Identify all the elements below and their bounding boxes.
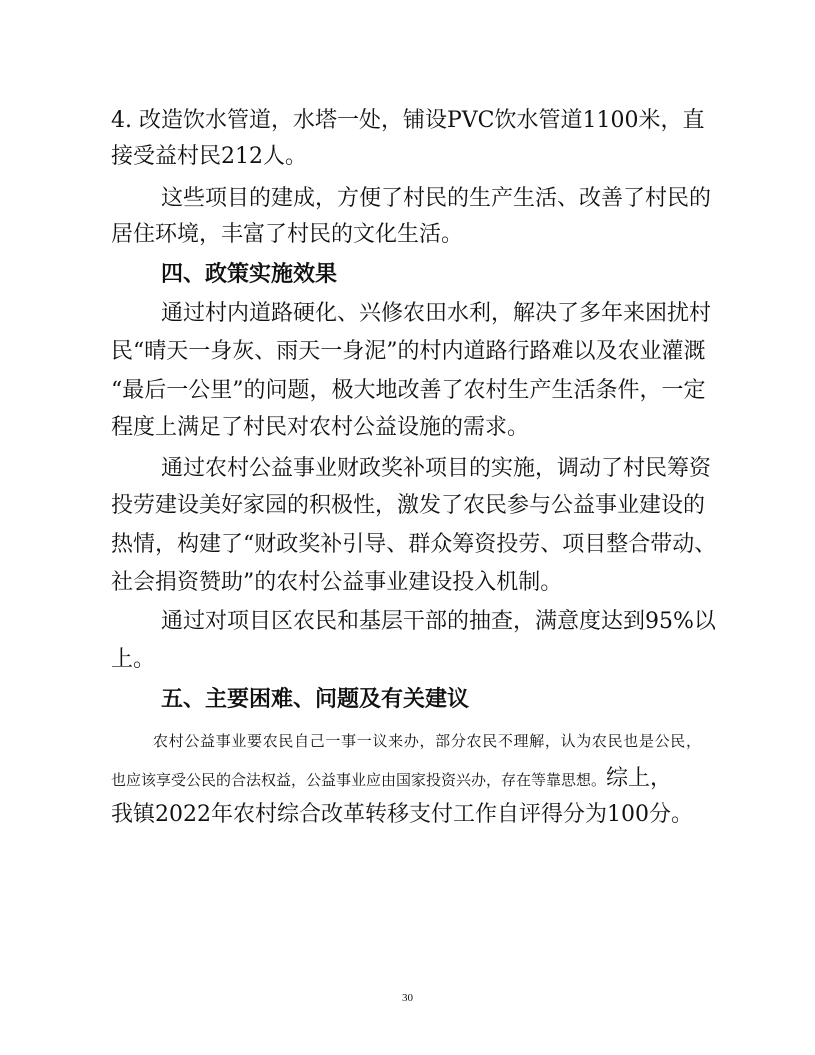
paragraph-line: 通过农村公益事业财政奖补项目的实施，调动了村民筹资 — [161, 456, 712, 481]
section-heading-5: 五、主要困难、问题及有关建议 — [161, 687, 470, 712]
paragraph-line: 上。 — [111, 647, 156, 672]
paragraph-line: 热情，构建了“财政奖补引导、群众筹资投劳、项目整合带动、 — [111, 532, 717, 557]
paragraph-line: 程度上满足了村民对农村公益设施的需求。 — [111, 415, 530, 440]
paragraph-line: 接受益村民212人。 — [111, 144, 307, 169]
paragraph-line: 4. 改造饮水管道，水塔一处，铺设PVC饮水管道1100米，直 — [111, 108, 705, 133]
paragraph-line — [111, 764, 701, 795]
paragraph-line: 投劳建设美好家园的积极性，激发了农民参与公益事业建设的 — [111, 493, 706, 518]
paragraph-line: 通过对项目区农民和基层干部的抽查，满意度达到95%以 — [161, 609, 716, 634]
paragraph-segment: 综上， — [606, 766, 673, 791]
paragraph-line: 通过村内道路硬化、兴修农田水利，解决了多年来困扰村 — [161, 301, 712, 326]
page-number: 30 — [402, 992, 413, 1004]
paragraph-line: 我镇2022年农村综合改革转移支付工作自评得分为100分。 — [111, 802, 693, 827]
paragraph-line: 这些项目的建成，方便了村民的生产生活、改善了村民的 — [161, 186, 712, 211]
paragraph-line: 社会捐资赞助”的农村公益事业建设投入机制。 — [111, 570, 563, 595]
paragraph-line: 农村公益事业要农民自己一事一议来办，部分农民不理解，认为农民也是公民， — [153, 732, 701, 750]
paragraph-line: “最后一公里”的问题，极大地改善了农村生产生活条件，一定 — [111, 378, 706, 403]
section-heading-4: 四、政策实施效果 — [161, 262, 338, 287]
paragraph-segment: 也应该享受公民的合法权益，公益事业应由国家投资兴办，存在等靠思想。 — [111, 771, 607, 789]
paragraph-line: 民“晴天一身灰、雨天一身泥”的村内道路行路难以及农业灌溉 — [111, 339, 706, 364]
paragraph-line: 居住环境，丰富了村民的文化生活。 — [111, 222, 464, 247]
